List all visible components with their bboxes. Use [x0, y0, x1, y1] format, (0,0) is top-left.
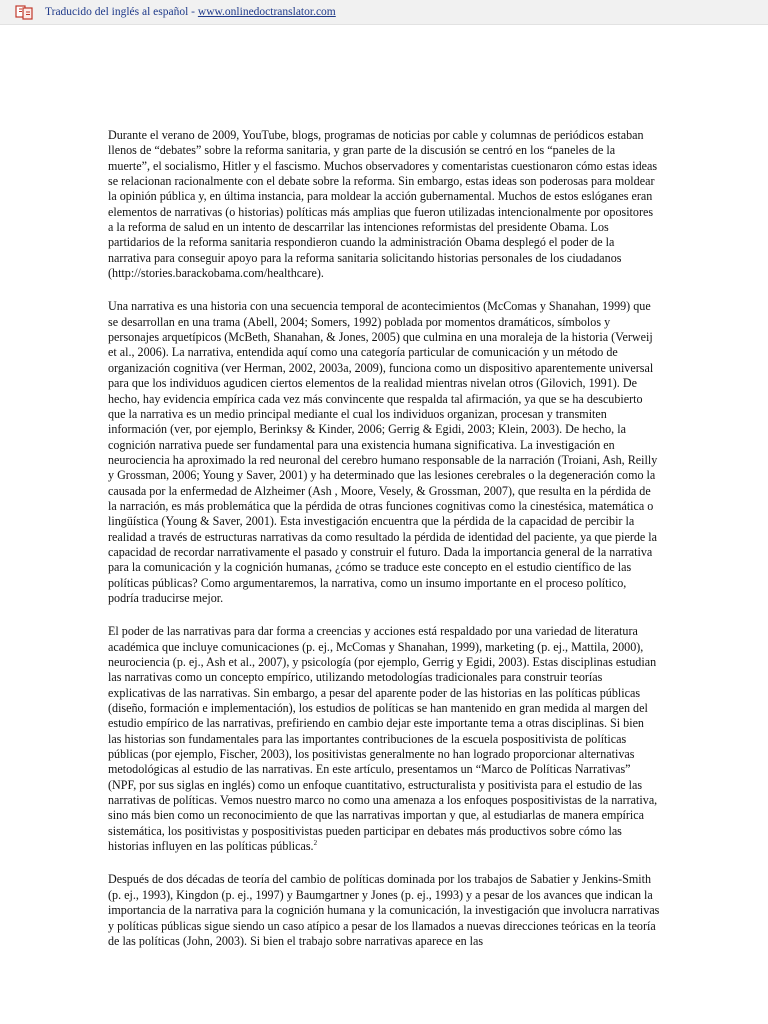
translator-link[interactable]: www.onlinedoctranslator.com [197, 6, 336, 18]
paragraph-1: Durante el verano de 2009, YouTube, blogs, programas de noticias por cable y columnas de periódicos estaban llenos de “debates” sobre la reforma sanitaria, y gran parte de la discusión se centró en los “paneles de la muerte”, el socialismo, Hitler y el fascismo. Muchos observadores y comentaristas cuestionaron cómo estas ideas se relacionan racionalmente con el debate sobre la reforma. Sin embargo, estas ideas son poderosas para moldear la opinión pública y, en última instancia, para moldear la acción gubernamental. Muchos de estos eslóganes eran elementos de narrativas (o historias) políticas más amplias que fueron utilizadas intencionalmente por opositores a la reforma de salud en un intento de descarrilar las intenciones reformistas del presidente Obama. Los partidarios de la reforma sanitaria respondieron cuando la administración Obama desplegó el poder de la narrativa para conseguir apoyo para la reforma sanitaria solicitando historias personales de los ciudadanos (http://stories.barackobama.com/healthcare). [108, 128, 658, 281]
translation-banner [0, 0, 768, 25]
document-page [108, 128, 660, 967]
paragraph-3 [108, 624, 660, 854]
paragraph-2: Una narrativa es una historia con una secuencia temporal de acontecimientos (McComas y Shanahan, 1999) que se desarrollan en una trama (Abell, 2004; Somers, 1992) poblada por momentos dramáticos, símbolos y personajes arquetípicos (McBeth, Shanahan, & Jones, 2005) que culmina en una moraleja de la historia (Verweij et al., 2006). La narrativa, entendida aquí como una categoría particular de comunicación y un método de organización cognitiva (ver Herman, 2002, 2003a, 2009), funciona como un dispositivo aparentemente universal para que los individuos agudicen ciertos elementos de la realidad mientras nivelan otros (Gilovich, 1991). De hecho, hay evidencia empírica cada vez más convincente que respalda tal afirmación, ya que se ha descubierto que la narrativa es un medio principal mediante el cual los individuos organizan, procesan y transmiten información (ver, por ejemplo, Berinksy & Kinder, 2006; Gerrig & Egidi, 2003; Klein, 2003). De hecho, la cognición narrativa puede ser fundamental para una existencia humana significativa. La investigación en neurociencia ha aproximado la red neuronal del cerebro humano responsable de la narración (Troiani, Ash, Reilly y Grossman, 2006; Young y Saver, 2001) y ha determinado que las lesiones cerebrales o la degeneración como la causada por la enfermedad de Alzheimer (Ash , Moore, Vesely, & Grossman, 2007), que resulta en la pérdida de la narración, es más problemática que la pérdida de otras funciones cognitivas como la cinestésica, matemática o lingüística (Young & Saver, 2001). Esta investigación encuentra que la pérdida de la capacidad de percibir la realidad a través de estructuras narrativas da como resultado la pérdida de identidad del paciente, ya que pierde la capacidad de recordar narrativamente el pasado y construir el futuro. Dada la importancia general de la narrativa para la comunicación y la cognición humanas, ¿cómo se traduce este concepto en el estudio científico de las políticas públicas? Como argumentaremos, la narrativa, como un insumo importante en el proceso político, podría traducirse mejor. [108, 299, 658, 605]
paragraph-3-text: El poder de las narrativas para dar forma a creencias y acciones está respaldado por una variedad de literatura académica que incluye comunicaciones (p. ej., McComas y Shanahan, 1999), marketing (p. ej., Mattila, 2000), neurociencia (p. ej., Ash et al., 2007), y psicología (por ejemplo, Gerrig y Egidi, 2003). Estas disciplinas estudian las narrativas como un concepto empírico, utilizando metodologías tradicionales para construir teorías explicativas de las narrativas. Sin embargo, a pesar del aparente poder de las historias en las políticas públicas (diseño, formación e implementación), los estudios de políticas se han mantenido en gran medida al margen del estudio empírico de las narrativas, prefiriendo en cambio dejar este importante tema a otras disciplinas. Si bien las historias son fundamentales para las importantes contribuciones de la escuela pospositivista de políticas públicas (por ejemplo, Fischer, 2003), los positivistas generalmente no han logrado proporcionar alternativas metodológicas al estudio de las narrativas. En este artículo, presentamos un “Marco de Políticas Narrativas” (NPF, por sus siglas en inglés) como un enfoque cuantitativo, estructuralista y positivista para el estudio de las narrativas de políticas. Vemos nuestro marco no como una amenaza a los enfoques pospositivistas de la narrativa, sino más bien como un reconocimiento de que las narrativas importan y que, al estudiarlas de manera empírica sistemática, los positivistas y pospositivistas pueden participar en debates más productivos sobre cómo las historias influyen en las políticas públicas. [108, 624, 658, 854]
banner-prefix: Traducido del inglés al español - [45, 6, 198, 18]
paragraph-4: Después de dos décadas de teoría del cambio de políticas dominada por los trabajos de Sabatier y Jenkins-Smith (p. ej., 1993), Kingdon (p. ej., 1997) y Baumgartner y Jones (p. ej., 1993) y a pesar de los avances que indican la importancia de la narrativa para la cognición humana y la comunicación, la investigación que involucra narrativas y políticas públicas sigue siendo un caso atípico a pesar de los llamados a nuevas direcciones teóricas en la teoría de las políticas (John, 2003). Si bien el trabajo sobre narrativas aparece en las [108, 872, 660, 948]
banner-text [45, 6, 336, 18]
translate-document-icon [15, 4, 35, 20]
footnote-reference[interactable]: 2 [313, 839, 318, 848]
